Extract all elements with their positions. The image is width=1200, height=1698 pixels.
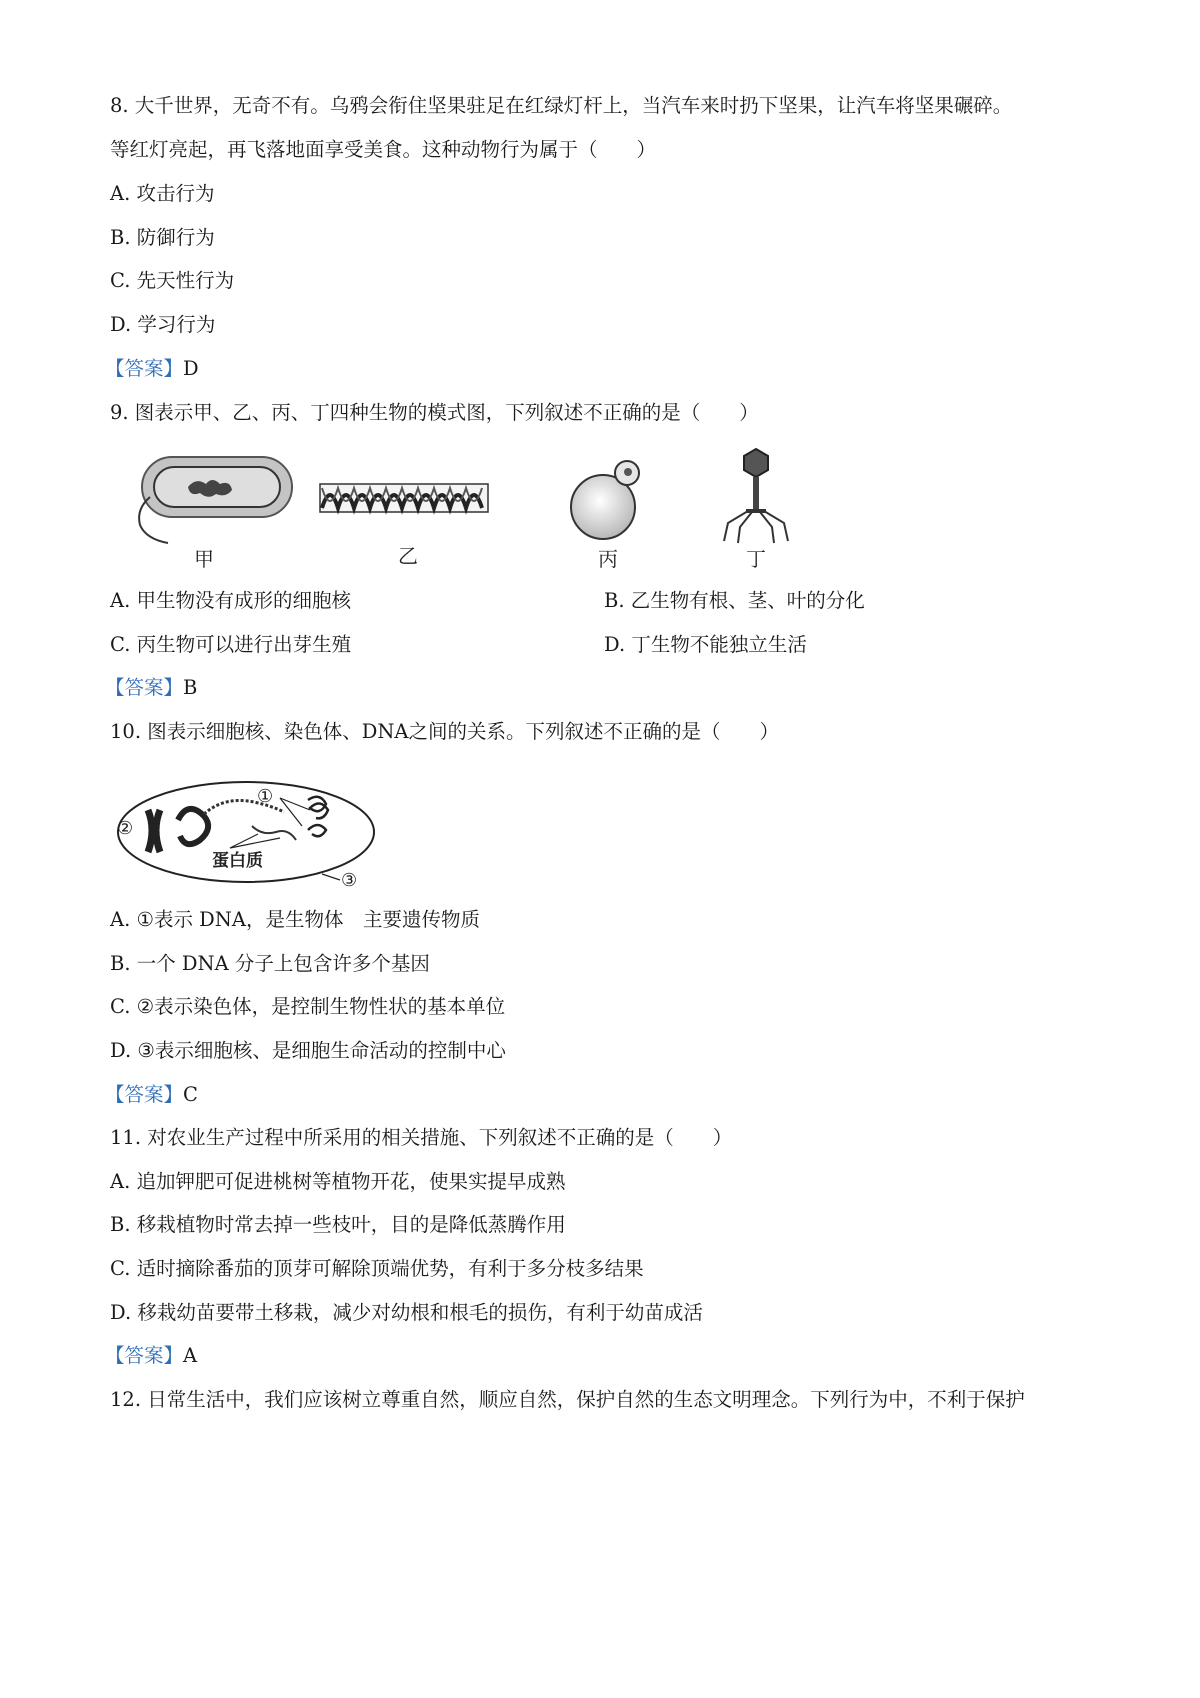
spiral-algae-figure <box>318 478 490 518</box>
q8-stem-line2: 等红灯亮起，再飞落地面享受美食。这种动物行为属于（ ） <box>110 138 657 161</box>
q10-option-b: B. 一个 DNA 分子上包含许多个基因 <box>110 952 430 975</box>
answer-value: B <box>183 676 198 699</box>
q10-option-d: D. ③表示细胞核、是细胞生命活动的控制中心 <box>110 1039 506 1062</box>
figure-label-yi: 乙 <box>398 544 418 568</box>
figure-label-bing: 丙 <box>598 547 618 571</box>
marker-1: ① <box>257 786 274 807</box>
q8-option-c: C. 先天性行为 <box>110 269 235 292</box>
q9-answer <box>105 675 197 701</box>
marker-2: ② <box>117 818 134 839</box>
answer-tag: 【答案】 <box>105 676 184 699</box>
q9-option-a: A. 甲生物没有成形的细胞核 <box>110 589 351 612</box>
answer-value: A <box>183 1344 198 1367</box>
q10-stem: 10. 图表示细胞核、染色体、DNA之间的关系。下列叙述不正确的是（ ） <box>110 720 779 743</box>
answer-tag: 【答案】 <box>105 1083 184 1106</box>
answer-value: D <box>183 357 199 380</box>
q10-option-a: A. ①表示 DNA，是生物体 主要遗传物质 <box>110 908 480 931</box>
figure-label-jia: 甲 <box>194 547 214 571</box>
bacterium-figure <box>128 452 298 544</box>
yeast-figure <box>565 455 655 547</box>
bacteriophage-figure <box>718 445 794 545</box>
protein-label: 蛋白质 <box>212 851 263 871</box>
q11-option-c: C. 适时摘除番茄的顶芽可解除顶端优势，有利于多分枝多结果 <box>110 1257 644 1280</box>
q8-option-a: A. 攻击行为 <box>110 182 215 205</box>
marker-3: ③ <box>341 870 358 891</box>
answer-tag: 【答案】 <box>105 357 184 380</box>
q10-answer <box>105 1082 198 1108</box>
q11-option-b: B. 移栽植物时常去掉一些枝叶，目的是降低蒸腾作用 <box>110 1213 566 1236</box>
answer-tag: 【答案】 <box>105 1344 184 1367</box>
q8-answer <box>105 356 199 382</box>
figure-label-ding: 丁 <box>746 547 766 571</box>
q12-stem-line1: 12. 日常生活中，我们应该树立尊重自然，顺应自然，保护自然的生态文明理念。下列行为中，不利于保护 <box>110 1388 1025 1411</box>
q8-option-d: D. 学习行为 <box>110 313 216 336</box>
q8-option-b: B. 防御行为 <box>110 226 215 249</box>
q11-option-d: D. 移栽幼苗要带土移栽，减少对幼根和根毛的损伤，有利于幼苗成活 <box>110 1301 703 1324</box>
answer-value: C <box>183 1083 198 1106</box>
q9-option-c: C. 丙生物可以进行出芽生殖 <box>110 633 352 656</box>
q10-option-c: C. ②表示染色体，是控制生物性状的基本单位 <box>110 995 506 1018</box>
q11-option-a: A. 追加钾肥可促进桃树等植物开花，使果实提早成熟 <box>110 1170 566 1193</box>
q8-stem-line1: 8. 大千世界，无奇不有。乌鸦会衔住坚果驻足在红绿灯杆上，当汽车来时扔下坚果，让汽车将坚果碾碎。 <box>110 94 1013 117</box>
q9-option-d: D. 丁生物不能独立生活 <box>604 633 807 656</box>
q11-answer <box>105 1343 197 1369</box>
q9-option-b: B. 乙生物有根、茎、叶的分化 <box>604 589 865 612</box>
q11-stem: 11. 对农业生产过程中所采用的相关措施、下列叙述不正确的是（ ） <box>110 1126 733 1149</box>
q9-stem: 9. 图表示甲、乙、丙、丁四种生物的模式图，下列叙述不正确的是（ ） <box>110 401 759 424</box>
